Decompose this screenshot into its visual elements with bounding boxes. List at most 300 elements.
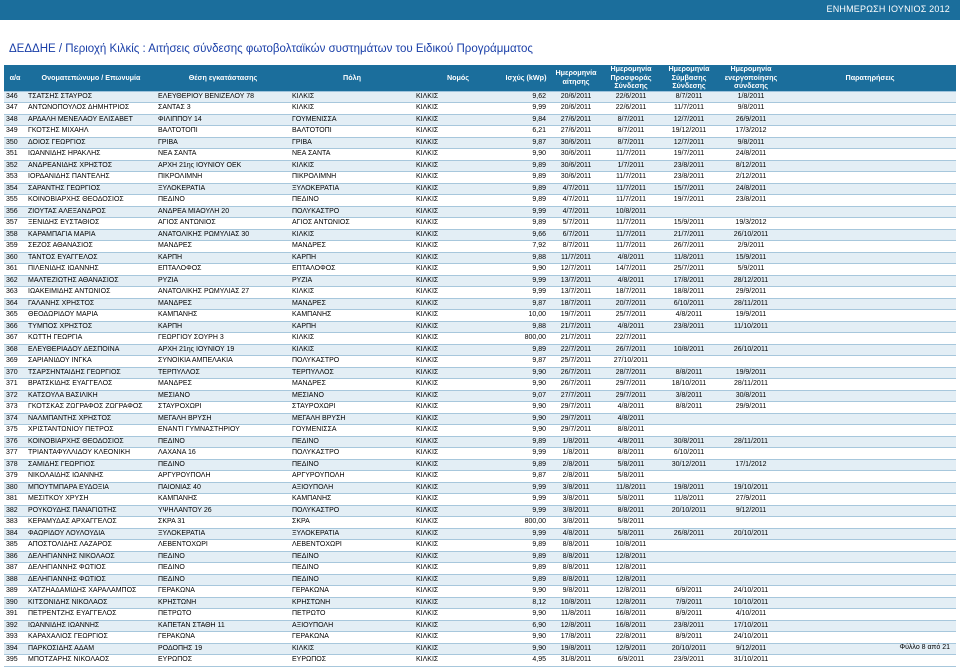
cell-prefecture: ΚΙΛΚΙΣ — [414, 494, 502, 506]
cell-prefecture: ΚΙΛΚΙΣ — [414, 103, 502, 115]
cell-request-date: 18/7/2011 — [550, 298, 602, 310]
cell-remarks — [784, 183, 956, 195]
cell-contract-date: 21/7/2011 — [660, 229, 718, 241]
cell-name: ΔΟΙΟΣ ΓΕΩΡΓΙΟΣ — [26, 137, 156, 149]
cell-offer-date: 6/9/2011 — [602, 655, 660, 667]
cell-index: 386 — [4, 551, 26, 563]
cell-prefecture: ΚΙΛΚΙΣ — [414, 287, 502, 299]
cell-offer-date: 4/8/2011 — [602, 436, 660, 448]
cell-request-date: 12/8/2011 — [550, 620, 602, 632]
cell-activation-date: 24/10/2011 — [718, 632, 784, 644]
cell-name: ΠΕΤΡΕΝΤΖΗΣ ΕΥΑΓΓΕΛΟΣ — [26, 609, 156, 621]
cell-index: 371 — [4, 379, 26, 391]
cell-city: ΞΥΛΟΚΕΡΑΤΙΑ — [290, 528, 414, 540]
cell-prefecture: ΚΙΛΚΙΣ — [414, 632, 502, 644]
cell-name: ΜΕΣΙΤΚΟΥ ΧΡΥΣΗ — [26, 494, 156, 506]
cell-power: 9,99 — [502, 206, 550, 218]
top-bar — [0, 0, 960, 20]
cell-prefecture: ΚΙΛΚΙΣ — [414, 655, 502, 667]
cell-request-date: 13/7/2011 — [550, 287, 602, 299]
cell-index: 362 — [4, 275, 26, 287]
cell-power: 9,90 — [502, 609, 550, 621]
cell-index: 384 — [4, 528, 26, 540]
cell-prefecture: ΚΙΛΚΙΣ — [414, 517, 502, 529]
cell-request-date: 30/6/2011 — [550, 137, 602, 149]
cell-power: 9,90 — [502, 643, 550, 655]
cell-remarks — [784, 229, 956, 241]
col-name-header: Ονοματεπώνυμο / Επωνυμία — [26, 65, 156, 91]
cell-activation-date: 5/9/2011 — [718, 264, 784, 276]
cell-offer-date: 5/8/2011 — [602, 471, 660, 483]
cell-remarks — [784, 241, 956, 253]
cell-prefecture: ΚΙΛΚΙΣ — [414, 609, 502, 621]
cell-power: 9,90 — [502, 413, 550, 425]
cell-remarks — [784, 540, 956, 552]
cell-city: ΚΙΛΚΙΣ — [290, 287, 414, 299]
cell-contract-date — [660, 206, 718, 218]
cell-power: 9,87 — [502, 137, 550, 149]
cell-location: ΜΑΝΔΡΕΣ — [156, 241, 290, 253]
cell-request-date: 8/8/2011 — [550, 563, 602, 575]
cell-location: ΦΙΛΙΠΠΟΥ 14 — [156, 114, 290, 126]
cell-location: ΣΑΝΤΑΣ 3 — [156, 103, 290, 115]
cell-request-date: 4/7/2011 — [550, 206, 602, 218]
cell-activation-date: 26/10/2011 — [718, 229, 784, 241]
cell-index: 389 — [4, 586, 26, 598]
cell-remarks — [784, 321, 956, 333]
cell-name: ΒΡΑΤΣΚΙΔΗΣ ΕΥΑΓΓΕΛΟΣ — [26, 379, 156, 391]
table-row — [4, 517, 956, 529]
cell-request-date: 21/7/2011 — [550, 321, 602, 333]
cell-location: ΡΟΔΟΠΗΣ 19 — [156, 643, 290, 655]
cell-city: ΚΙΛΚΙΣ — [290, 103, 414, 115]
table-row — [4, 91, 956, 103]
cell-power: 800,00 — [502, 333, 550, 345]
cell-request-date: 1/8/2011 — [550, 448, 602, 460]
cell-power: 9,99 — [502, 275, 550, 287]
cell-contract-date — [660, 356, 718, 368]
cell-index: 358 — [4, 229, 26, 241]
cell-name: ΠΑΡΚΟΣΙΔΗΣ ΑΔΑΜ — [26, 643, 156, 655]
cell-index: 377 — [4, 448, 26, 460]
cell-name: ΓΑΛΑΝΗΣ ΧΡΗΣΤΟΣ — [26, 298, 156, 310]
cell-offer-date: 28/7/2011 — [602, 367, 660, 379]
cell-contract-date: 7/9/2011 — [660, 597, 718, 609]
cell-prefecture: ΚΙΛΚΙΣ — [414, 367, 502, 379]
cell-index: 353 — [4, 172, 26, 184]
cell-contract-date: 8/9/2011 — [660, 609, 718, 621]
cell-request-date: 10/8/2011 — [550, 597, 602, 609]
cell-power: 9,87 — [502, 356, 550, 368]
cell-index: 388 — [4, 574, 26, 586]
cell-offer-date: 10/8/2011 — [602, 540, 660, 552]
cell-activation-date: 17/10/2011 — [718, 620, 784, 632]
cell-contract-date: 15/9/2011 — [660, 218, 718, 230]
cell-index: 346 — [4, 91, 26, 103]
cell-contract-date: 23/8/2011 — [660, 160, 718, 172]
cell-contract-date: 11/8/2011 — [660, 252, 718, 264]
table-row — [4, 183, 956, 195]
cell-index: 379 — [4, 471, 26, 483]
cell-request-date: 8/8/2011 — [550, 540, 602, 552]
cell-power: 10,00 — [502, 310, 550, 322]
cell-request-date: 4/7/2011 — [550, 183, 602, 195]
cell-location: ΣΥΝΟΙΚΙΑ ΑΜΠΕΛΑΚΙΑ — [156, 356, 290, 368]
table-row — [4, 229, 956, 241]
table-row — [4, 241, 956, 253]
cell-offer-date: 22/8/2011 — [602, 632, 660, 644]
table-row — [4, 356, 956, 368]
cell-request-date: 22/7/2011 — [550, 344, 602, 356]
cell-name: ΔΕΛΗΓΙΑΝΝΗΣ ΦΩΤΙΟΣ — [26, 574, 156, 586]
cell-name: ΤΡΙΑΝΤΑΦΥΛΛΙΔΟΥ ΚΛΕΟΝΙΚΗ — [26, 448, 156, 460]
table-row — [4, 379, 956, 391]
cell-offer-date: 25/7/2011 — [602, 310, 660, 322]
cell-contract-date: 8/8/2011 — [660, 402, 718, 414]
cell-offer-date: 11/8/2011 — [602, 482, 660, 494]
col-prefecture-header: Νομός — [414, 65, 502, 91]
cell-remarks — [784, 126, 956, 138]
cell-contract-date: 23/8/2011 — [660, 620, 718, 632]
table-row — [4, 149, 956, 161]
cell-remarks — [784, 298, 956, 310]
cell-remarks — [784, 494, 956, 506]
cell-request-date: 29/7/2011 — [550, 413, 602, 425]
cell-activation-date: 9/8/2011 — [718, 103, 784, 115]
cell-prefecture: ΚΙΛΚΙΣ — [414, 620, 502, 632]
cell-city: ΠΕΤΡΩΤΟ — [290, 609, 414, 621]
cell-activation-date: 26/9/2011 — [718, 114, 784, 126]
cell-request-date: 29/7/2011 — [550, 402, 602, 414]
table-row — [4, 563, 956, 575]
cell-index: 385 — [4, 540, 26, 552]
cell-activation-date: 31/10/2011 — [718, 655, 784, 667]
cell-prefecture: ΚΙΛΚΙΣ — [414, 643, 502, 655]
cell-location: ΚΑΠΕΤΑΝ ΣΤΑΘΗ 11 — [156, 620, 290, 632]
cell-name: ΝΑΛΜΠΑΝΤΗΣ ΧΡΗΣΤΟΣ — [26, 413, 156, 425]
cell-city: ΠΟΛΥΚΑΣΤΡΟ — [290, 448, 414, 460]
cell-prefecture: ΚΙΛΚΙΣ — [414, 597, 502, 609]
cell-activation-date: 11/10/2011 — [718, 321, 784, 333]
cell-request-date: 21/7/2011 — [550, 333, 602, 345]
cell-request-date: 20/6/2011 — [550, 91, 602, 103]
cell-offer-date: 20/7/2011 — [602, 298, 660, 310]
cell-activation-date: 28/11/2011 — [718, 298, 784, 310]
cell-index: 378 — [4, 459, 26, 471]
cell-location: ΕΝΑΝΤΙ ΓΥΜΝΑΣΤΗΡΙΟΥ — [156, 425, 290, 437]
cell-offer-date: 8/8/2011 — [602, 505, 660, 517]
cell-offer-date: 12/8/2011 — [602, 551, 660, 563]
cell-offer-date: 16/8/2011 — [602, 609, 660, 621]
cell-location: ΚΑΜΠΑΝΗΣ — [156, 310, 290, 322]
table-row — [4, 448, 956, 460]
cell-contract-date — [660, 425, 718, 437]
table-row — [4, 252, 956, 264]
cell-index: 383 — [4, 517, 26, 529]
cell-offer-date: 11/7/2011 — [602, 218, 660, 230]
cell-name: ΧΑΤΖΗΑΔΑΜΙΔΗΣ ΧΑΡΑΛΑΜΠΟΣ — [26, 586, 156, 598]
cell-power: 8,12 — [502, 597, 550, 609]
table-row — [4, 609, 956, 621]
cell-request-date: 29/7/2011 — [550, 425, 602, 437]
cell-location: ΑΝΑΤΟΛΙΚΗΣ ΡΩΜΥΛΙΑΣ 30 — [156, 229, 290, 241]
cell-index: 350 — [4, 137, 26, 149]
cell-remarks — [784, 252, 956, 264]
cell-activation-date: 2/9/2011 — [718, 241, 784, 253]
cell-offer-date: 12/8/2011 — [602, 563, 660, 575]
cell-city: ΕΥΡΩΠΟΣ — [290, 655, 414, 667]
cell-name: ΞΕΝΙΔΗΣ ΕΥΣΤΑΘΙΟΣ — [26, 218, 156, 230]
cell-activation-date: 28/12/2011 — [718, 275, 784, 287]
cell-power: 9,99 — [502, 103, 550, 115]
cell-location: ΛΑΧΑΝΑ 16 — [156, 448, 290, 460]
cell-power: 9,89 — [502, 540, 550, 552]
cell-index: 355 — [4, 195, 26, 207]
table-row — [4, 103, 956, 115]
table-row — [4, 494, 956, 506]
col-city-header: Πόλη — [290, 65, 414, 91]
cell-index: 394 — [4, 643, 26, 655]
cell-activation-date: 23/8/2011 — [718, 195, 784, 207]
cell-remarks — [784, 436, 956, 448]
cell-location: ΠΙΚΡΟΛΙΜΝΗ — [156, 172, 290, 184]
cell-index: 375 — [4, 425, 26, 437]
cell-offer-date: 8/7/2011 — [602, 126, 660, 138]
cell-prefecture: ΚΙΛΚΙΣ — [414, 356, 502, 368]
cell-prefecture: ΚΙΛΚΙΣ — [414, 505, 502, 517]
cell-offer-date: 11/7/2011 — [602, 195, 660, 207]
cell-activation-date — [718, 356, 784, 368]
cell-remarks — [784, 528, 956, 540]
cell-name: ΚΑΡΑΜΠΑΓΙΑ ΜΑΡΙΑ — [26, 229, 156, 241]
col-activation-date-header: Ημερομηνία ενεργοποίησης σύνδεσης — [718, 65, 784, 91]
cell-power: 9,89 — [502, 563, 550, 575]
cell-index: 392 — [4, 620, 26, 632]
cell-remarks — [784, 218, 956, 230]
cell-prefecture: ΚΙΛΚΙΣ — [414, 528, 502, 540]
table-row — [4, 390, 956, 402]
cell-contract-date: 6/9/2011 — [660, 586, 718, 598]
cell-prefecture: ΚΙΛΚΙΣ — [414, 137, 502, 149]
cell-location: ΤΕΡΠΥΛΛΟΣ — [156, 367, 290, 379]
cell-name: ΤΥΜΠΟΣ ΧΡΗΣΤΟΣ — [26, 321, 156, 333]
col-remarks-header: Παρατηρήσεις — [784, 65, 956, 91]
table-row — [4, 471, 956, 483]
cell-request-date: 3/8/2011 — [550, 494, 602, 506]
cell-contract-date: 23/9/2011 — [660, 655, 718, 667]
cell-power: 9,84 — [502, 114, 550, 126]
cell-city: ΓΟΥΜΕΝΙΣΣΑ — [290, 114, 414, 126]
cell-remarks — [784, 586, 956, 598]
cell-remarks — [784, 551, 956, 563]
cell-prefecture: ΚΙΛΚΙΣ — [414, 229, 502, 241]
cell-remarks — [784, 367, 956, 379]
cell-contract-date — [660, 517, 718, 529]
cell-name: ΓΚΟΤΣΚΑΣ ΖΩΓΡΑΦΟΣ ΖΩΓΡΑΦΟΣ — [26, 402, 156, 414]
cell-offer-date: 18/7/2011 — [602, 287, 660, 299]
cell-power: 9,88 — [502, 321, 550, 333]
cell-name: ΡΟΥΚΟΥΔΗΣ ΠΑΝΑΓΙΩΤΗΣ — [26, 505, 156, 517]
col-offer-date-header: Ημερομηνία Προσφοράς Σύνδεσης — [602, 65, 660, 91]
table-row — [4, 114, 956, 126]
table-row — [4, 344, 956, 356]
cell-power: 9,89 — [502, 551, 550, 563]
cell-prefecture: ΚΙΛΚΙΣ — [414, 379, 502, 391]
cell-prefecture: ΚΙΛΚΙΣ — [414, 149, 502, 161]
cell-city: ΜΕΓΑΛΗ ΒΡΥΣΗ — [290, 413, 414, 425]
cell-request-date: 4/8/2011 — [550, 528, 602, 540]
cell-prefecture: ΚΙΛΚΙΣ — [414, 471, 502, 483]
cell-city: ΑΞΙΟΥΠΟΛΗ — [290, 620, 414, 632]
cell-remarks — [784, 459, 956, 471]
cell-name: ΜΑΛΤΕΖΙΩΤΗΣ ΑΘΑΝΑΣΙΟΣ — [26, 275, 156, 287]
cell-request-date: 13/7/2011 — [550, 275, 602, 287]
cell-city: ΠΕΔΙΝΟ — [290, 459, 414, 471]
cell-contract-date: 20/10/2011 — [660, 505, 718, 517]
cell-city: ΓΕΡΑΚΩΝΑ — [290, 586, 414, 598]
table-row — [4, 620, 956, 632]
cell-remarks — [784, 103, 956, 115]
cell-offer-date: 29/7/2011 — [602, 379, 660, 391]
cell-location: ΛΕΒΕΝΤΟΧΩΡΙ — [156, 540, 290, 552]
cell-name: ΑΝΔΡΕΑΝΙΔΗΣ ΧΡΗΣΤΟΣ — [26, 160, 156, 172]
cell-city: ΑΞΙΟΥΠΟΛΗ — [290, 482, 414, 494]
cell-city: ΜΑΝΔΡΕΣ — [290, 298, 414, 310]
cell-prefecture: ΚΙΛΚΙΣ — [414, 252, 502, 264]
cell-prefecture: ΚΙΛΚΙΣ — [414, 551, 502, 563]
cell-index: 380 — [4, 482, 26, 494]
cell-name: ΚΑΡΑΧΑΛΙΟΣ ΓΕΩΡΓΙΟΣ — [26, 632, 156, 644]
cell-request-date: 3/8/2011 — [550, 505, 602, 517]
cell-remarks — [784, 390, 956, 402]
cell-contract-date — [660, 574, 718, 586]
cell-request-date: 27/6/2011 — [550, 114, 602, 126]
cell-offer-date: 14/7/2011 — [602, 264, 660, 276]
cell-prefecture: ΚΙΛΚΙΣ — [414, 160, 502, 172]
table-row — [4, 632, 956, 644]
cell-power: 6,90 — [502, 620, 550, 632]
cell-contract-date: 6/10/2011 — [660, 298, 718, 310]
cell-location: ΓΕΡΑΚΩΝΑ — [156, 586, 290, 598]
cell-index: 348 — [4, 114, 26, 126]
cell-prefecture: ΚΙΛΚΙΣ — [414, 344, 502, 356]
cell-activation-date — [718, 448, 784, 460]
cell-name: ΤΣΑΤΣΗΣ ΣΤΑΥΡΟΣ — [26, 91, 156, 103]
cell-remarks — [784, 402, 956, 414]
cell-location: ΝΕΑ ΣΑΝΤΑ — [156, 149, 290, 161]
cell-prefecture: ΚΙΛΚΙΣ — [414, 436, 502, 448]
cell-location: ΠΕΔΙΝΟ — [156, 574, 290, 586]
col-power-header: Ισχύς (kWp) — [502, 65, 550, 91]
table-row — [4, 655, 956, 667]
cell-remarks — [784, 574, 956, 586]
cell-remarks — [784, 379, 956, 391]
cell-city: ΠΕΔΙΝΟ — [290, 195, 414, 207]
cell-power: 9,90 — [502, 367, 550, 379]
table-row — [4, 298, 956, 310]
cell-contract-date — [660, 540, 718, 552]
cell-index: 369 — [4, 356, 26, 368]
cell-remarks — [784, 172, 956, 184]
cell-city: ΠΕΔΙΝΟ — [290, 551, 414, 563]
cell-name: ΖΙΟΥΤΑΣ ΑΛΕΞΑΝΔΡΟΣ — [26, 206, 156, 218]
cell-remarks — [784, 149, 956, 161]
cell-city: ΣΚΡΑ — [290, 517, 414, 529]
cell-power: 9,90 — [502, 586, 550, 598]
table-row — [4, 126, 956, 138]
cell-remarks — [784, 356, 956, 368]
cell-index: 391 — [4, 609, 26, 621]
cell-prefecture: ΚΙΛΚΙΣ — [414, 218, 502, 230]
cell-contract-date: 26/7/2011 — [660, 241, 718, 253]
cell-city: ΓΟΥΜΕΝΙΣΣΑ — [290, 425, 414, 437]
cell-remarks — [784, 655, 956, 667]
cell-contract-date: 11/7/2011 — [660, 103, 718, 115]
cell-city: ΠΕΔΙΝΟ — [290, 563, 414, 575]
cell-location: ΚΑΡΠΗ — [156, 252, 290, 264]
cell-contract-date: 25/7/2011 — [660, 264, 718, 276]
cell-contract-date: 23/8/2011 — [660, 172, 718, 184]
cell-request-date: 25/7/2011 — [550, 356, 602, 368]
cell-index: 347 — [4, 103, 26, 115]
cell-location: ΚΑΡΠΗ — [156, 321, 290, 333]
cell-prefecture: ΚΙΛΚΙΣ — [414, 241, 502, 253]
cell-remarks — [784, 287, 956, 299]
cell-request-date: 5/7/2011 — [550, 218, 602, 230]
cell-name: ΕΛΕΥΘΕΡΙΑΔΟΥ ΔΕΣΠΟΙΝΑ — [26, 344, 156, 356]
cell-index: 356 — [4, 206, 26, 218]
cell-activation-date — [718, 574, 784, 586]
cell-city: ΠΟΛΥΚΑΣΤΡΟ — [290, 505, 414, 517]
cell-request-date: 1/8/2011 — [550, 436, 602, 448]
table-row — [4, 586, 956, 598]
cell-offer-date: 10/8/2011 — [602, 206, 660, 218]
cell-power: 9,89 — [502, 160, 550, 172]
cell-power: 9,90 — [502, 149, 550, 161]
cell-power: 4,95 — [502, 655, 550, 667]
cell-location: ΚΑΜΠΑΝΗΣ — [156, 494, 290, 506]
cell-power: 9,90 — [502, 379, 550, 391]
cell-remarks — [784, 195, 956, 207]
cell-city: ΠΟΛΥΚΑΣΤΡΟ — [290, 356, 414, 368]
cell-activation-date: 19/3/2012 — [718, 218, 784, 230]
cell-contract-date — [660, 413, 718, 425]
cell-prefecture: ΚΙΛΚΙΣ — [414, 195, 502, 207]
cell-contract-date: 8/7/2011 — [660, 91, 718, 103]
cell-activation-date — [718, 333, 784, 345]
cell-name: ΓΚΟΤΣΗΣ ΜΙΧΑΗΛ — [26, 126, 156, 138]
cell-name: ΤΣΑΡΣΗΝΤΑΙΔΗΣ ΓΕΩΡΓΙΟΣ — [26, 367, 156, 379]
cell-power: 9,87 — [502, 298, 550, 310]
cell-activation-date: 29/9/2011 — [718, 287, 784, 299]
table-row — [4, 172, 956, 184]
cell-request-date: 31/8/2011 — [550, 655, 602, 667]
cell-location: ΑΓΙΟΣ ΑΝΤΩΝΙΟΣ — [156, 218, 290, 230]
cell-contract-date: 3/8/2011 — [660, 390, 718, 402]
cell-power: 9,88 — [502, 252, 550, 264]
table-row — [4, 540, 956, 552]
cell-index: 360 — [4, 252, 26, 264]
cell-remarks — [784, 563, 956, 575]
cell-prefecture: ΚΙΛΚΙΣ — [414, 390, 502, 402]
cell-offer-date: 8/8/2011 — [602, 448, 660, 460]
cell-contract-date: 30/12/2011 — [660, 459, 718, 471]
cell-activation-date: 4/10/2011 — [718, 609, 784, 621]
cell-city: ΚΑΜΠΑΝΗΣ — [290, 310, 414, 322]
cell-remarks — [784, 114, 956, 126]
cell-city: ΚΙΛΚΙΣ — [290, 333, 414, 345]
cell-activation-date: 24/8/2011 — [718, 149, 784, 161]
